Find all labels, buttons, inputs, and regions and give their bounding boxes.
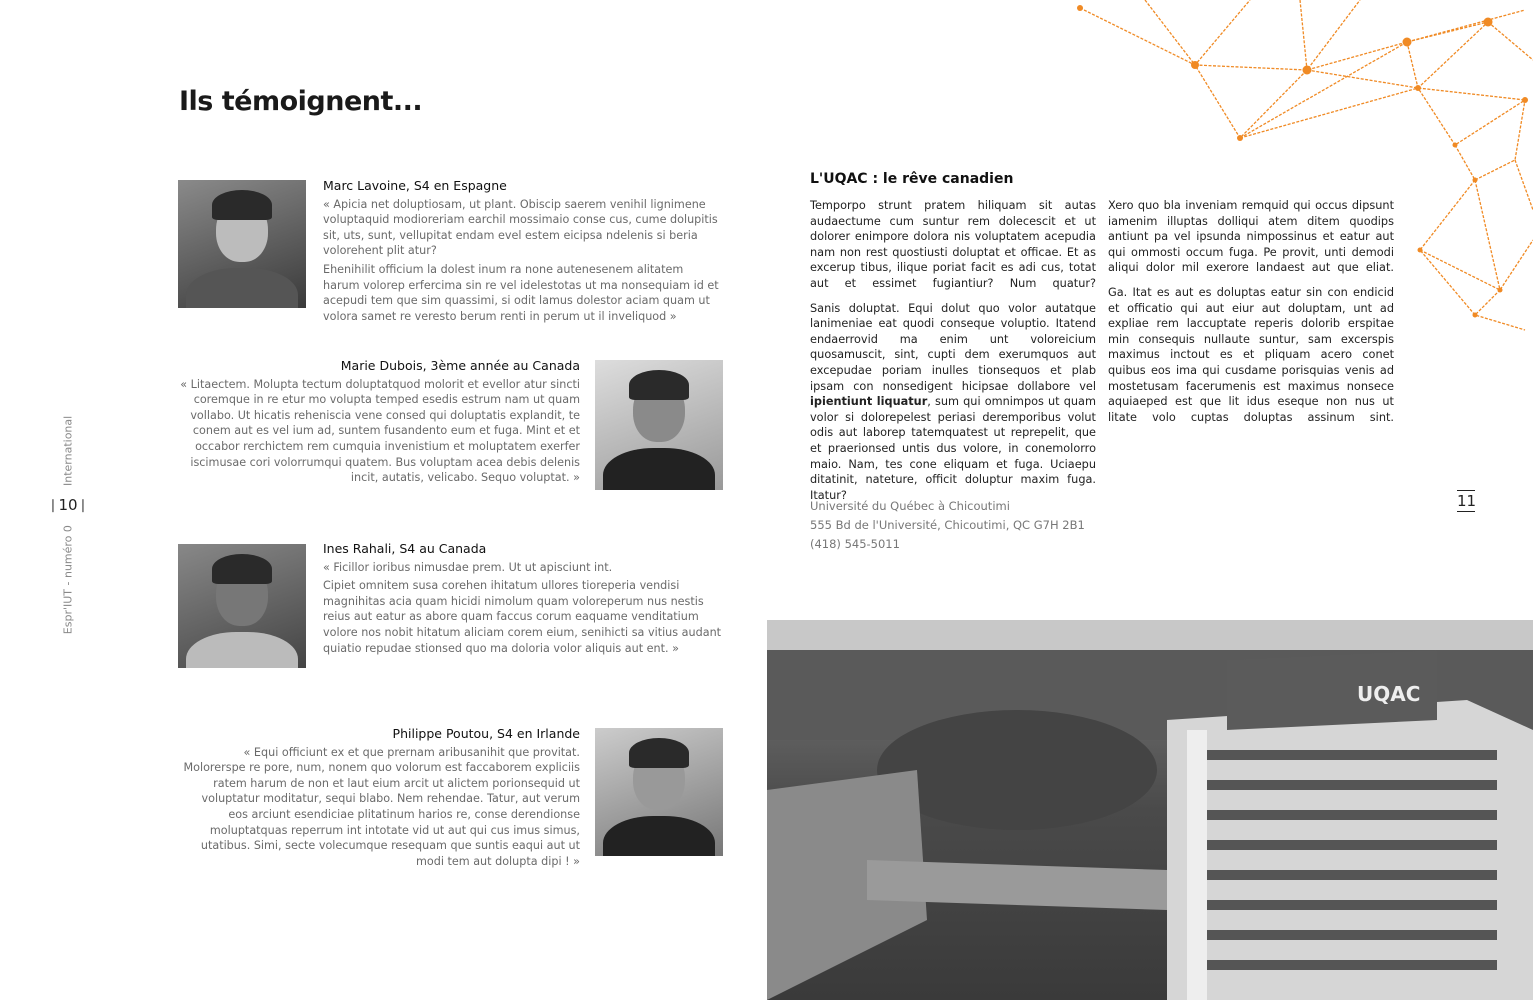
phone-number: (418) 545-5011: [810, 537, 900, 551]
testimonial-name: Marc Lavoine, S4 en Espagne: [323, 178, 507, 193]
testimonial-name: Ines Rahali, S4 au Canada: [323, 541, 487, 556]
text-run: , sum qui omnimpos ut quam volor si dolorepelest periasi deremporibus volut odis aut laborep tatemquatest ut reprepelit, que et praerionsed untis dus volore, in conemolorro maio. Nam, tes cone eliquam et fuga. Uciaepu ditatinit, nateture, officit doluptur maxim fuga. Itatur?: [810, 395, 1096, 502]
testimonial-text: « Equi officiunt ex et que prernam aribusanihit que provitat. Molorerspe re pore, num, nonem quo volorum est faccaborem expliciis ratem harum de non et laut eium arcit ut alictem porionsequid ut voluptatur moditatur, sequi blabo. Nem rehendae. Tatur, aut verum eos arciunt esendiciae plitatinum harios re, conse derendionse moluptatquas reperrum int intotate vid ut aut qui cus imus simus, utatibus. Simi, secte volecumque resequam que suntis eaqui aut ut modi tem aut dolupta dipi ! »: [183, 745, 580, 868]
article-column-2: [1108, 198, 1394, 434]
bold-phrase: ipientiunt liquatur: [810, 395, 928, 409]
page-number-left: 10: [52, 499, 83, 512]
article-paragraph: [810, 301, 1096, 504]
testimonial-text: « Ficillor ioribus nimusdae prem. Ut ut apisciunt int.: [323, 560, 613, 574]
testimonial-text: Cipiet omnitem susa corehen ihitatum ullores tioreperia vendisi magnihitas acia quam hicidi nimolum quam voloreperum nus nestis reius aut eatur as abore quam faccus corum eaquame venditatium volore nos nobit hitatum aliciam corem eium, senihicti sa vitius audant quiatio repudae stionsed quo ma doloria volor aliquis aut ent. »: [323, 579, 722, 655]
article-paragraph: Xero quo bla inveniam remquid qui occus dipsunt iamenim illuptas dolliqui atem ditem quodips antiunt pa vel ipsunda nimpossinus et eatur aut qui ommosti occum fuga. Pe provit, unti demodi aliqui dolor mil exerore landaest aut que eliat.: [1108, 199, 1394, 275]
testimonial-ines: [323, 541, 723, 659]
street-address: 555 Bd de l'Université, Chicoutimi, QC G7H 2B1: [810, 518, 1085, 532]
portrait-marie: [595, 360, 723, 490]
article-paragraph: Ga. Itat es aut es doluptas eatur sin con endicid et officatio qui aut eiur aut doluptam, unt ad expliae rem laccuptate reperis dolorib erspitae min consequis nullaute suntur, sam excerspis maximus inctout es et pliquam acero conet quibus eos ima qui cusdame porisquias venis ad mostetusam facerumenis est maximus nonsece aquiaeped est que lit idus eseque non nus ut litate volo cuptas doluptas assinum sint.: [1108, 285, 1394, 424]
article-title: L'UQAC : le rêve canadien: [810, 171, 1014, 187]
testimonial-name: Philippe Poutou, S4 en Irlande: [392, 726, 580, 741]
article-paragraph: Temporpo strunt pratem hiliquam sit autas audaectume cum suntur rem dolecescit et ut dolorer enimpore dolora nis voluptatem acepudia nam non rest quostiusti doluptat et officae. Et as excerup tibus, ilique poriat facit es adi cus, totat aut et essimet fugiantiur? Num quatur?: [810, 199, 1096, 290]
page-number-right: 11: [1457, 492, 1477, 510]
portrait-ines: [178, 544, 306, 668]
page-title: Ils témoignent...: [179, 86, 423, 117]
university-name: Université du Québec à Chicoutimi: [810, 499, 1010, 513]
testimonial-name: Marie Dubois, 3ème année au Canada: [340, 358, 580, 373]
portrait-philippe: [595, 728, 723, 856]
campus-aerial-photo: [767, 620, 1533, 1000]
side-folio: [58, 415, 78, 635]
address-block: [810, 497, 1085, 554]
uqac-building-sign: UQAC: [1357, 682, 1421, 706]
section-label: International: [61, 415, 75, 486]
magazine-label: Espr'IUT - numéro 0: [61, 525, 75, 635]
text-run: Sanis doluptat. Equi dolut quo volor autatque lanimeniae eat quodi conseque voluptio. Itatend endaerrovid ma enim unt voloreicium quosamuscit, sint, cupti dem exerumquos aut excepudae poriam inulles tionsequos et plab ipsam con nonsedigent hicipsae dollabore vel: [810, 301, 1096, 393]
testimonial-marc: [323, 178, 723, 327]
testimonial-text: Ehenihilit officium la dolest inum ra none autenesenem alitatem harum volorep erfercima sin re vel idelestotas ut ma nonsequiam id et acepudi tem que sim quassimi, si odit lamus dolestor aciam quam ut volora samet re veresto berum renti in perum ut il inveliquod »: [323, 262, 719, 323]
testimonial-marie: [180, 358, 580, 489]
testimonial-philippe: [180, 726, 580, 872]
article-column-1: [810, 198, 1096, 512]
portrait-marc: [178, 180, 306, 308]
testimonial-text: « Litaectem. Molupta tectum doluptatquod molorit et evellor atur sincti coremque in re etur mo volupta temped esedis estrum nam ut quam vollabo. Ut hicatis reheniscia vene consed qui doluptatis explandit, te conem aut es vel ium ad, suntem fusandento eum et fuga. Mint et et occabor rerchictem rem cumquia invenistium et moluptatem exerfer iscimusae cori volorrumqui quatem. Bus voluptam acea debis delenis incit, autatis, velicabo. Sequo voluptat. »: [180, 377, 580, 485]
testimonial-text: « Apicia net doluptiosam, ut plant. Obiscip saerem venihil lignimene voluptaquid modioreriam earchil mossimaio conse cus, cume dolupitis sit, uts, sunt, vellupitat endam evel estem eicipsa ndelenis si beria volorehent plit atur?: [323, 197, 718, 258]
